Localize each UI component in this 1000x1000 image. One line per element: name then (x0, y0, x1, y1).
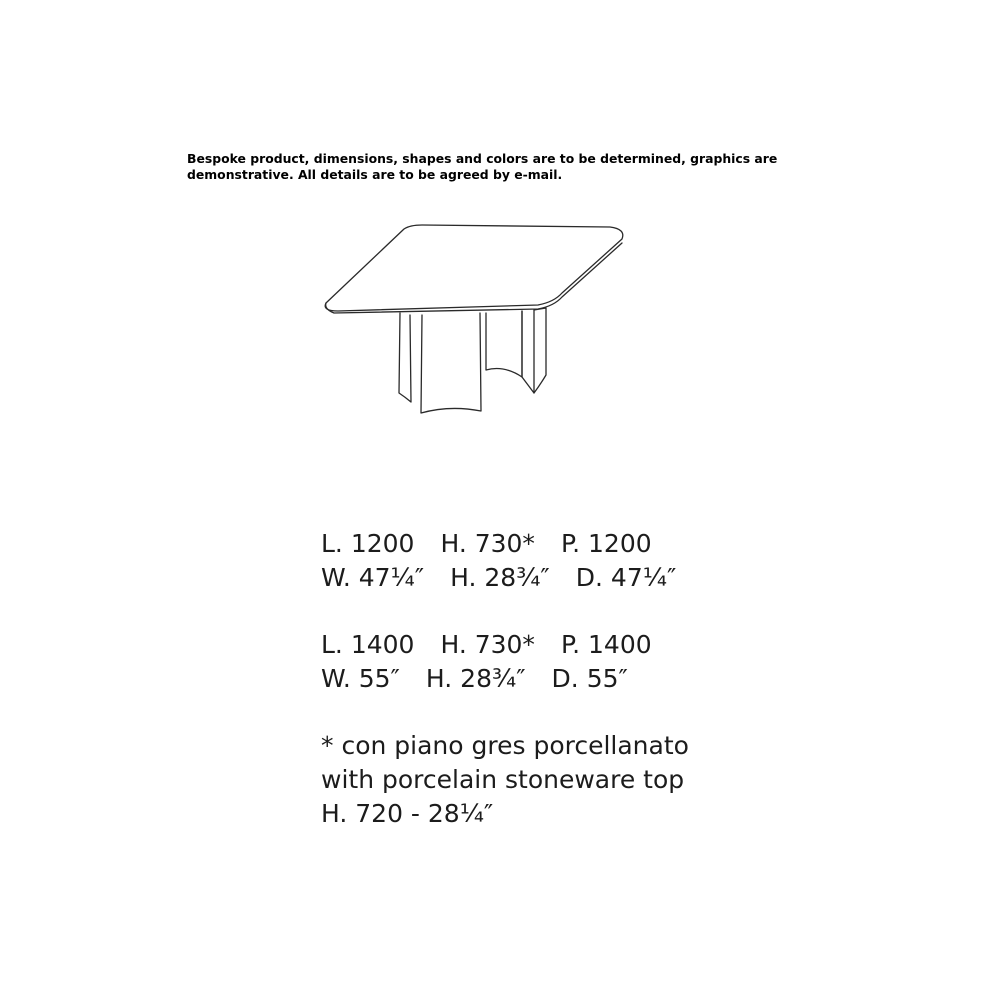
disclaimer-text (187, 151, 827, 183)
length-value: L. 1200 (321, 529, 415, 558)
table-leg-front (421, 313, 481, 413)
table-drawing (300, 205, 660, 425)
table-top (325, 225, 623, 311)
depth-inch-value: D. 55″ (551, 664, 628, 693)
spec-metric-1200 (321, 527, 689, 561)
table-leg-center (486, 311, 522, 377)
table-top-edge (326, 243, 622, 313)
spec-imperial-1200 (321, 561, 689, 595)
length-value: L. 1400 (321, 630, 415, 659)
note-line-height: H. 720 - 28¼″ (321, 799, 494, 828)
disclaimer-line-1: Bespoke product, dimensions, shapes and colors are to be determined, graphics are (187, 151, 778, 166)
disclaimer-line-2: demonstrative. All details are to be agreed by e-mail. (187, 167, 563, 182)
depth-value: P. 1200 (560, 529, 652, 558)
spec-metric-1400 (321, 628, 689, 662)
depth-value: P. 1400 (560, 630, 652, 659)
table-leg-right (522, 310, 534, 393)
height-inch-value: H. 28¾″ (425, 664, 526, 693)
width-inch-value: W. 47¼″ (321, 563, 425, 592)
width-inch-value: W. 55″ (321, 664, 400, 693)
dimension-specs (321, 527, 689, 831)
spec-imperial-1400 (321, 662, 689, 696)
depth-inch-value: D. 47¼″ (575, 563, 677, 592)
table-leg-left (399, 313, 411, 402)
height-inch-value: H. 28¾″ (450, 563, 550, 592)
note-line-italian: * con piano gres porcellanato (321, 731, 689, 760)
height-value: H. 730* (440, 529, 535, 558)
note-line-english: with porcelain stoneware top (321, 765, 685, 794)
height-value: H. 730* (440, 630, 535, 659)
